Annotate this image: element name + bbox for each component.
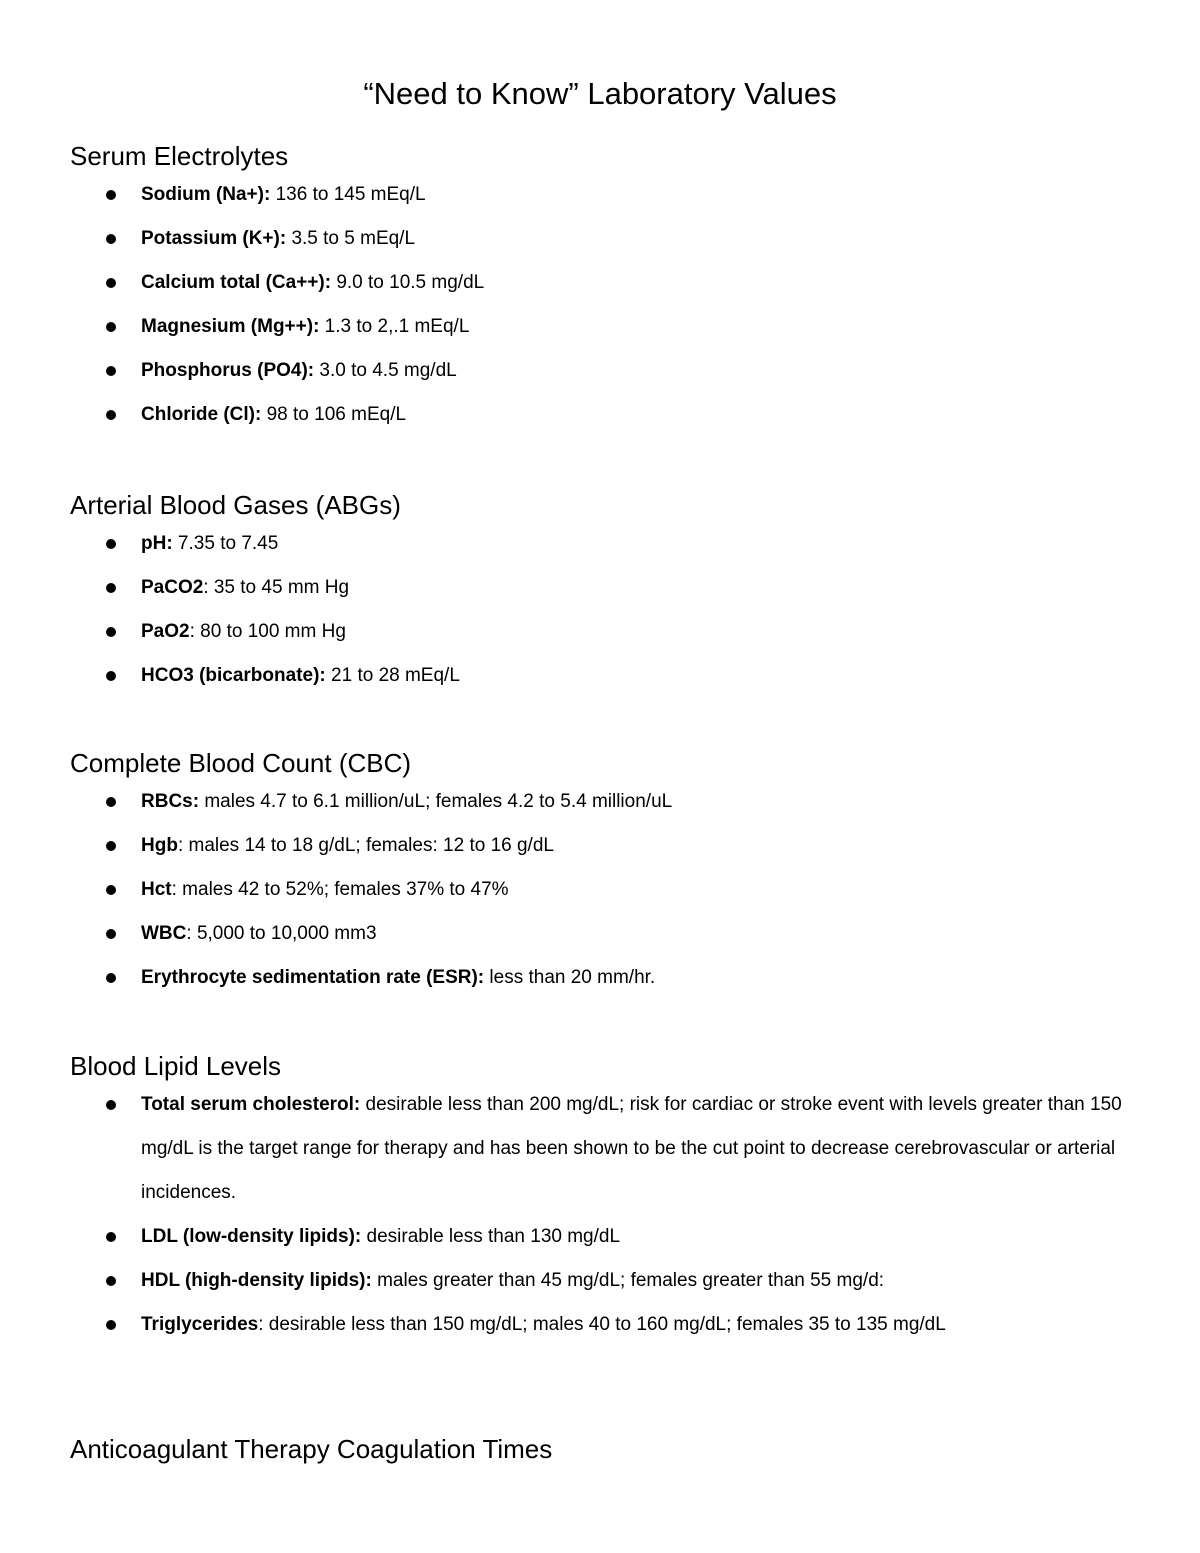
item-value: 21 to 28 mEq/L <box>325 665 460 686</box>
item-label: HCO3 (bicarbonate): <box>141 665 326 686</box>
section-arterial-blood-gases <box>70 488 1130 698</box>
bullet-icon <box>106 797 116 807</box>
item-value: desirable less than 200 mg/dL; risk for cardiac or stroke event with levels greater than 150 mg/dL is the target range for therapy and has been shown to be the cut point to decrease cerebrovascular or arterial incidences. <box>141 1094 1122 1203</box>
bullet-icon <box>106 322 116 332</box>
list-item <box>70 349 1130 393</box>
list-item <box>70 1083 1130 1215</box>
list-item <box>70 610 1130 654</box>
item-label: pH: <box>141 533 173 554</box>
list-item <box>70 1303 1130 1347</box>
item-value: 3.5 to 5 mEq/L <box>286 228 416 249</box>
section-heading: Serum Electrolytes <box>70 141 289 171</box>
item-value: males 4.7 to 6.1 million/uL; females 4.2 to 5.4 million/uL <box>199 791 673 812</box>
item-label: Potassium (K+): <box>141 228 287 249</box>
item-label: PaCO2 <box>141 577 204 598</box>
bullet-icon <box>106 190 116 200</box>
section-heading: Arterial Blood Gases (ABGs) <box>70 490 401 520</box>
item-value: : 5,000 to 10,000 mm3 <box>186 923 377 944</box>
item-label: Magnesium (Mg++): <box>141 316 320 337</box>
item-value: desirable less than 130 mg/dL <box>361 1226 621 1247</box>
bullet-icon <box>106 973 116 983</box>
item-label: WBC <box>141 923 187 944</box>
list-item <box>70 305 1130 349</box>
item-value: : desirable less than 150 mg/dL; males 40 to 160 mg/dL; females 35 to 135 mg/dL <box>258 1314 946 1335</box>
list-item <box>70 173 1130 217</box>
item-label: Hgb <box>141 835 178 856</box>
item-value: males greater than 45 mg/dL; females greater than 55 mg/d: <box>371 1270 885 1291</box>
item-value: 98 to 106 mEq/L <box>261 404 407 425</box>
bullet-icon <box>106 278 116 288</box>
value-list <box>70 780 1130 1000</box>
item-label: Calcium total (Ca++): <box>141 272 332 293</box>
item-value: : 35 to 45 mm Hg <box>203 577 350 598</box>
list-item <box>70 261 1130 305</box>
value-list <box>70 1083 1130 1347</box>
list-item <box>70 217 1130 261</box>
list-item <box>70 566 1130 610</box>
bullet-icon <box>106 1100 116 1110</box>
item-label: PaO2 <box>141 621 190 642</box>
item-value: 7.35 to 7.45 <box>172 533 279 554</box>
section-serum-electrolytes <box>70 139 1130 437</box>
section-heading: Anticoagulant Therapy Coagulation Times <box>70 1434 553 1464</box>
list-item <box>70 393 1130 437</box>
list-item <box>70 654 1130 698</box>
item-label: Hct <box>141 879 172 900</box>
value-list <box>70 522 1130 698</box>
list-item <box>70 956 1130 1000</box>
item-value: : males 42 to 52%; females 37% to 47% <box>171 879 509 900</box>
item-value: 1.3 to 2,.1 mEq/L <box>319 316 470 337</box>
section-anticoagulant-therapy <box>70 1432 1130 1466</box>
bullet-icon <box>106 1232 116 1242</box>
list-item <box>70 1259 1130 1303</box>
section-heading: Blood Lipid Levels <box>70 1051 282 1081</box>
item-value: less than 20 mm/hr. <box>484 967 656 988</box>
item-value: 3.0 to 4.5 mg/dL <box>314 360 457 381</box>
item-label: Phosphorus (PO4): <box>141 360 315 381</box>
bullet-icon <box>106 929 116 939</box>
item-label: Total serum cholesterol: <box>141 1094 361 1115</box>
item-label: Chloride (Cl): <box>141 404 262 425</box>
list-item <box>70 868 1130 912</box>
page-title: “Need to Know” Laboratory Values <box>363 76 837 111</box>
bullet-icon <box>106 1320 116 1330</box>
list-item <box>70 522 1130 566</box>
bullet-icon <box>106 671 116 681</box>
bullet-icon <box>106 583 116 593</box>
list-item <box>70 1215 1130 1259</box>
bullet-icon <box>106 366 116 376</box>
value-list <box>70 173 1130 437</box>
item-value: : males 14 to 18 g/dL; females: 12 to 16 g/dL <box>177 835 554 856</box>
item-label: HDL (high-density lipids): <box>141 1270 372 1291</box>
item-label: Sodium (Na+): <box>141 184 271 205</box>
section-blood-lipid-levels <box>70 1049 1130 1347</box>
list-item <box>70 780 1130 824</box>
list-item <box>70 912 1130 956</box>
bullet-icon <box>106 841 116 851</box>
bullet-icon <box>106 539 116 549</box>
bullet-icon <box>106 627 116 637</box>
list-item <box>70 824 1130 868</box>
bullet-icon <box>106 1276 116 1286</box>
item-label: RBCs: <box>141 791 200 812</box>
bullet-icon <box>106 234 116 244</box>
item-value: : 80 to 100 mm Hg <box>189 621 346 642</box>
item-label: LDL (low-density lipids): <box>141 1226 362 1247</box>
bullet-icon <box>106 410 116 420</box>
item-label: Triglycerides <box>141 1314 259 1335</box>
section-heading: Complete Blood Count (CBC) <box>70 748 412 778</box>
bullet-icon <box>106 885 116 895</box>
item-value: 9.0 to 10.5 mg/dL <box>331 272 485 293</box>
section-complete-blood-count <box>70 746 1130 1000</box>
item-label: Erythrocyte sedimentation rate (ESR): <box>141 967 485 988</box>
item-value: 136 to 145 mEq/L <box>270 184 426 205</box>
